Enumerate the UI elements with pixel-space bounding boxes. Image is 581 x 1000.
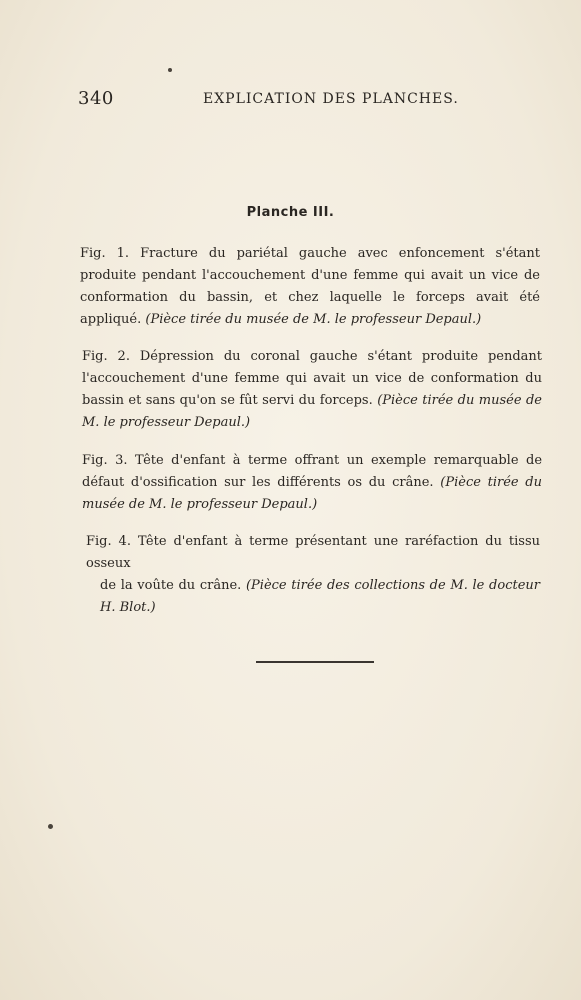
page-number: 340 xyxy=(78,88,114,109)
figure-caption-2 xyxy=(82,346,542,434)
figure-source: (Pièce tirée des collections de M. le docteur H. Blot.) xyxy=(100,578,540,615)
running-title: EXPLICATION DES PLANCHES. xyxy=(203,91,459,107)
figure-source: (Pièce tirée du musée de M. le professeur Depaul.) xyxy=(82,393,543,430)
figure-text: Fracture du pariétal gauche avec enfoncement s'étant produite pendant l'accouchement d'une femme qui avait un vice de conformation du bassin, et chez laquelle le forceps avait été appliqué. xyxy=(80,246,540,327)
figure-text-line-1: Tête d'enfant à terme présentant une raréfaction du tissu osseux xyxy=(86,534,540,571)
figure-source: (Pièce tirée du musée de M. le professeur Depaul.) xyxy=(145,312,482,327)
figure-caption-3 xyxy=(82,450,542,516)
section-divider xyxy=(256,661,374,663)
figure-text: Dépression du coronal gauche s'étant produite pendant l'accouchement d'une femme qui avait un vice de conformation du bassin et sans qu'on se fût servi du forceps. xyxy=(82,349,543,408)
figure-label: Fig. 1. xyxy=(80,246,130,261)
ink-speck xyxy=(48,824,53,829)
figure-label: Fig. 4. xyxy=(86,534,131,549)
plate-title: Planche III. xyxy=(246,205,335,220)
figure-text: Tête d'enfant à terme offrant un exemple remarquable de défaut d'ossification sur les différents os du crâne. xyxy=(82,453,543,490)
figure-label: Fig. 3. xyxy=(82,453,128,468)
figure-caption-4 xyxy=(86,531,540,619)
figure-source: (Pièce tirée du musée de M. le professeur Depaul.) xyxy=(82,475,542,512)
figure-caption-1 xyxy=(80,243,540,331)
page-header xyxy=(78,88,541,112)
figure-text-line-2: de la voûte du crâne. xyxy=(100,578,242,593)
ink-speck xyxy=(168,68,172,72)
figure-label: Fig. 2. xyxy=(82,349,130,364)
